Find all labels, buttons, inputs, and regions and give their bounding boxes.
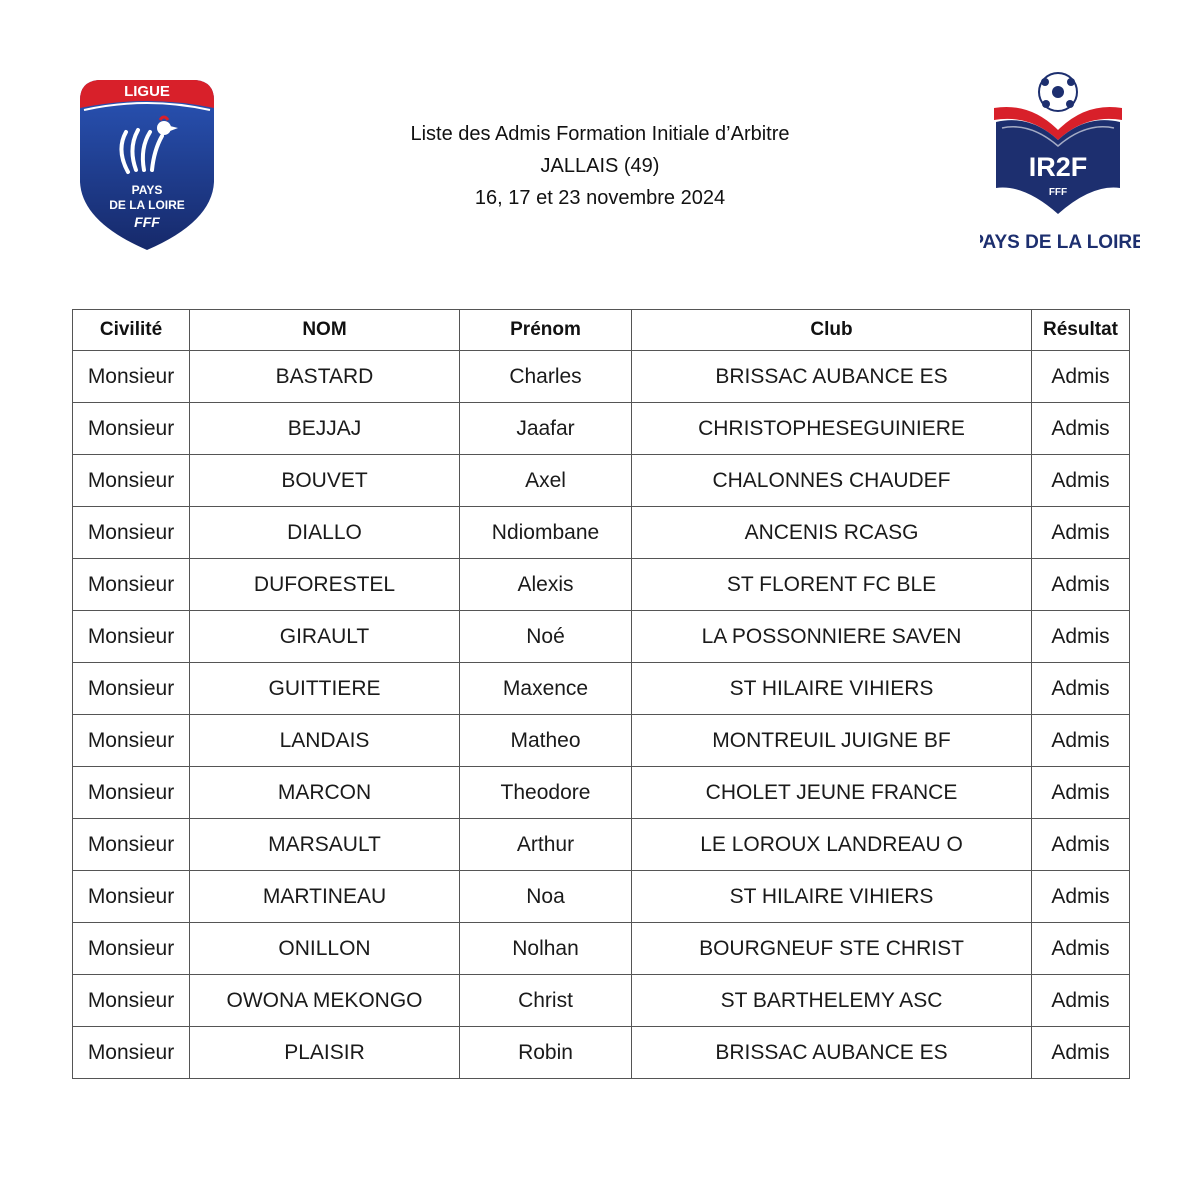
resultat-cell: Admis [1032,871,1130,923]
nom-cell: PLAISIR [190,1027,460,1079]
civilite-cell: Monsieur [73,351,190,403]
table-row [73,1027,1130,1079]
resultat-cell: Admis [1032,611,1130,663]
resultat-cell: Admis [1032,1027,1130,1079]
resultat-cell: Admis [1032,767,1130,819]
club-cell: ST FLORENT FC BLE [632,559,1032,611]
civilite-cell: Monsieur [73,715,190,767]
table-row [73,351,1130,403]
prenom-cell: Charles [460,351,632,403]
table-row [73,715,1130,767]
admis-table-container [72,309,1129,1079]
resultat-cell: Admis [1032,455,1130,507]
resultat-cell: Admis [1032,819,1130,871]
ir2f-caption: PAYS DE LA LOIRE [980,232,1140,253]
prenom-cell: Arthur [460,819,632,871]
nom-cell: ONILLON [190,923,460,975]
club-cell: ST HILAIRE VIHIERS [632,871,1032,923]
club-cell: MONTREUIL JUIGNE BF [632,715,1032,767]
table-row [73,767,1130,819]
ir2f-sub-text: FFF [1048,187,1068,198]
nom-cell: MARTINEAU [190,871,460,923]
civilite-cell: Monsieur [73,767,190,819]
table-header-row [73,310,1130,351]
logo-left-line1: PAYS [131,183,163,197]
prenom-cell: Christ [460,975,632,1027]
resultat-cell: Admis [1032,559,1130,611]
document-dates: 16, 17 et 23 novembre 2024 [474,187,726,209]
club-cell: CHOLET JEUNE FRANCE [632,767,1032,819]
table-row [73,455,1130,507]
prenom-cell: Matheo [460,715,632,767]
document-header [300,118,900,214]
admis-table [72,309,1130,1079]
prenom-cell: Jaafar [460,403,632,455]
prenom-cell: Ndiombane [460,507,632,559]
resultat-cell: Admis [1032,507,1130,559]
club-cell: CHRISTOPHESEGUINIERE [632,403,1032,455]
civilite-cell: Monsieur [73,403,190,455]
prenom-cell: Noé [460,611,632,663]
nom-cell: DUFORESTEL [190,559,460,611]
nom-cell: MARCON [190,767,460,819]
table-body [73,351,1130,1079]
nom-cell: BASTARD [190,351,460,403]
club-cell: BRISSAC AUBANCE ES [632,351,1032,403]
document-title: Liste des Admis Formation Initiale d’Arbitre [410,123,790,145]
ligue-label: LIGUE [124,83,170,100]
club-cell: BRISSAC AUBANCE ES [632,1027,1032,1079]
table-row [73,819,1130,871]
civilite-cell: Monsieur [73,819,190,871]
civilite-cell: Monsieur [73,559,190,611]
column-header-nom: NOM [190,310,460,351]
club-cell: BOURGNEUF STE CHRIST [632,923,1032,975]
nom-cell: GUITTIERE [190,663,460,715]
civilite-cell: Monsieur [73,663,190,715]
logo-left-line2: DE LA LOIRE [109,198,185,212]
civilite-cell: Monsieur [73,1027,190,1079]
table-row [73,923,1130,975]
nom-cell: MARSAULT [190,819,460,871]
resultat-cell: Admis [1032,351,1130,403]
table-row [73,403,1130,455]
nom-cell: LANDAIS [190,715,460,767]
ir2f-main-text: IR2F [1028,152,1088,182]
ligue-shield-icon [76,72,218,252]
civilite-cell: Monsieur [73,611,190,663]
civilite-cell: Monsieur [73,507,190,559]
club-cell: LE LOROUX LANDREAU O [632,819,1032,871]
club-cell: ST HILAIRE VIHIERS [632,663,1032,715]
resultat-cell: Admis [1032,403,1130,455]
prenom-cell: Nolhan [460,923,632,975]
table-row [73,611,1130,663]
civilite-cell: Monsieur [73,923,190,975]
nom-cell: BOUVET [190,455,460,507]
nom-cell: BEJJAJ [190,403,460,455]
civilite-cell: Monsieur [73,871,190,923]
prenom-cell: Robin [460,1027,632,1079]
column-header-club: Club [632,310,1032,351]
resultat-cell: Admis [1032,663,1130,715]
nom-cell: GIRAULT [190,611,460,663]
club-cell: ST BARTHELEMY ASC [632,975,1032,1027]
ir2f-logo [980,68,1140,258]
document-location: JALLAIS (49) [540,155,660,177]
table-row [73,975,1130,1027]
prenom-cell: Alexis [460,559,632,611]
prenom-cell: Theodore [460,767,632,819]
table-row [73,507,1130,559]
club-cell: LA POSSONNIERE SAVEN [632,611,1032,663]
prenom-cell: Noa [460,871,632,923]
table-row [73,663,1130,715]
prenom-cell: Axel [460,455,632,507]
table-row [73,871,1130,923]
table-row [73,559,1130,611]
club-cell: CHALONNES CHAUDEF [632,455,1032,507]
column-header-prenom: Prénom [460,310,632,351]
resultat-cell: Admis [1032,975,1130,1027]
column-header-civilite: Civilité [73,310,190,351]
nom-cell: OWONA MEKONGO [190,975,460,1027]
club-cell: ANCENIS RCASG [632,507,1032,559]
civilite-cell: Monsieur [73,975,190,1027]
prenom-cell: Maxence [460,663,632,715]
ligue-pays-de-la-loire-logo [76,72,218,252]
resultat-cell: Admis [1032,923,1130,975]
resultat-cell: Admis [1032,715,1130,767]
logo-left-line3: FFF [134,214,160,230]
ir2f-badge-icon [980,68,1140,258]
nom-cell: DIALLO [190,507,460,559]
civilite-cell: Monsieur [73,455,190,507]
column-header-resultat: Résultat [1032,310,1130,351]
